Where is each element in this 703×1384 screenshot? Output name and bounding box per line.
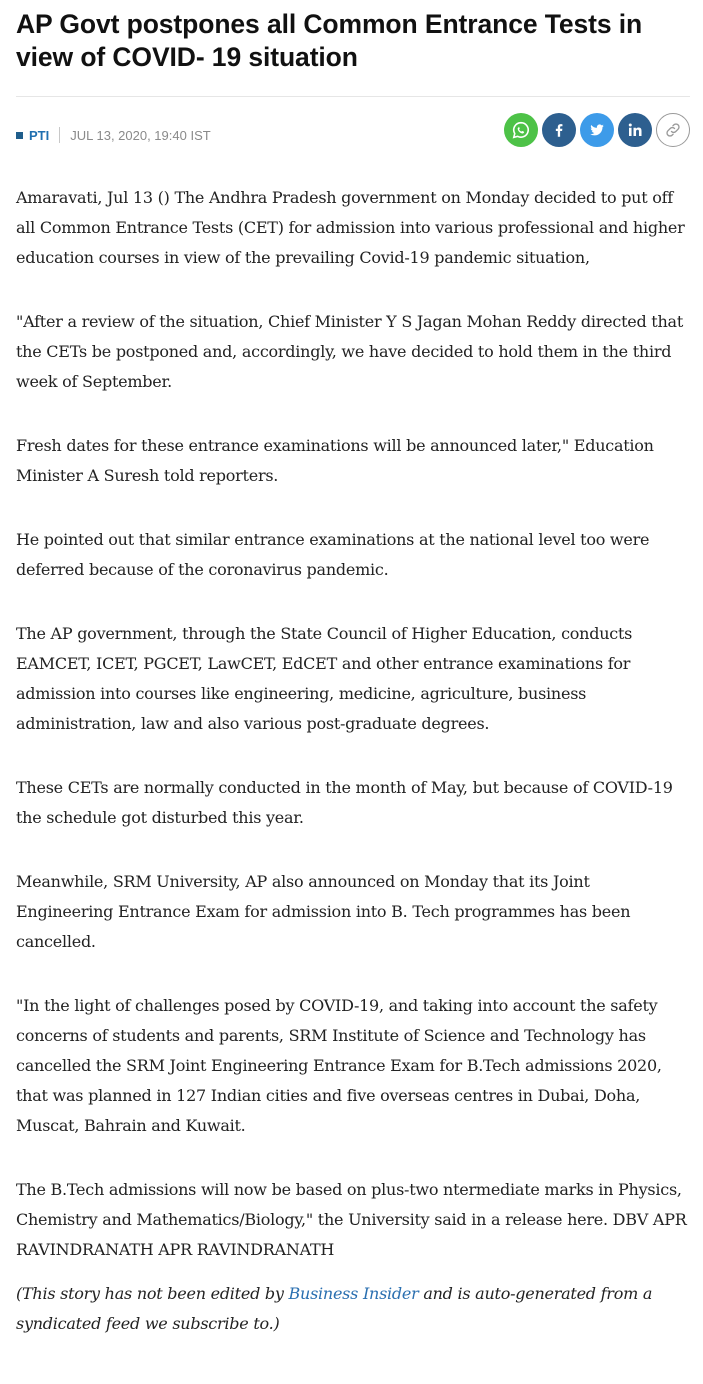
share-bar: [504, 113, 690, 147]
publish-date: JUL 13, 2020, 19:40 IST: [70, 127, 211, 143]
linkedin-icon: [626, 121, 644, 139]
whatsapp-icon: [511, 120, 531, 140]
share-facebook-button[interactable]: [542, 113, 576, 147]
byline: [16, 127, 211, 143]
share-whatsapp-button[interactable]: [504, 113, 538, 147]
article-title: AP Govt postpones all Common Entrance Tests in view of COVID- 19 situation: [16, 9, 643, 72]
paragraph: "In the light of challenges posed by COVID-19, and taking into account the safety concerns of students and parents, SRM Institute of Science and Technology has cancelled the SRM Joint Engineering Entrance Exam for B.Tech admissions 2020, that was planned in 127 Indian cities and five overseas centres in Dubai, Doha, Muscat, Bahrain and Kuwait.: [16, 996, 662, 1135]
share-twitter-button[interactable]: [580, 113, 614, 147]
author-marker-icon: [16, 132, 23, 139]
paragraph: He pointed out that similar entrance examinations at the national level too were deferred because of the coronavirus pandemic.: [16, 530, 650, 579]
paragraph: The AP government, through the State Council of Higher Education, conducts EAMCET, ICET, PGCET, LawCET, EdCET and other entrance examinations for admission into courses like engineering, medicine, agriculture, business administration, law and also various post-graduate degrees.: [16, 624, 633, 733]
paragraph: Amaravati, Jul 13 () The Andhra Pradesh government on Monday decided to put off all Common Entrance Tests (CET) for admission into various professional and higher education courses in view of the prevailing Covid-19 pandemic situation,: [16, 188, 685, 267]
twitter-icon: [588, 121, 606, 139]
byline-separator: [59, 127, 60, 143]
paragraph: "After a review of the situation, Chief Minister Y S Jagan Mohan Reddy directed that the CETs be postponed and, accordingly, we have decided to hold them in the third week of September.: [16, 312, 683, 391]
link-icon: [664, 121, 682, 139]
paragraph: Meanwhile, SRM University, AP also announced on Monday that its Joint Engineering Entrance Exam for admission into B. Tech programmes has been cancelled.: [16, 872, 631, 951]
disclaimer-text-end: and is auto-generated from a syndicated feed we subscribe to.): [16, 1284, 653, 1333]
syndication-disclaimer: [16, 1279, 690, 1339]
paragraph: These CETs are normally conducted in the month of May, but because of COVID-19 the schedule got disturbed this year.: [16, 778, 673, 827]
paragraph: Fresh dates for these entrance examinations will be announced later," Education Minister A Suresh told reporters.: [16, 436, 654, 485]
copy-link-button[interactable]: [656, 113, 690, 147]
business-insider-link[interactable]: Business Insider: [288, 1284, 419, 1303]
article-body: [16, 183, 690, 1339]
facebook-icon: [550, 121, 568, 139]
article: [16, 0, 690, 1373]
disclaimer-text-start: (This story has not been edited by: [16, 1284, 289, 1303]
paragraph: The B.Tech admissions will now be based on plus-two ntermediate marks in Physics, Chemistry and Mathematics/Biology," the University said in a release here. DBV APR RAVINDRANATH APR RAVINDRANATH: [16, 1180, 687, 1259]
author-link[interactable]: PTI: [29, 127, 50, 143]
article-meta: [16, 97, 690, 161]
share-linkedin-button[interactable]: [618, 113, 652, 147]
